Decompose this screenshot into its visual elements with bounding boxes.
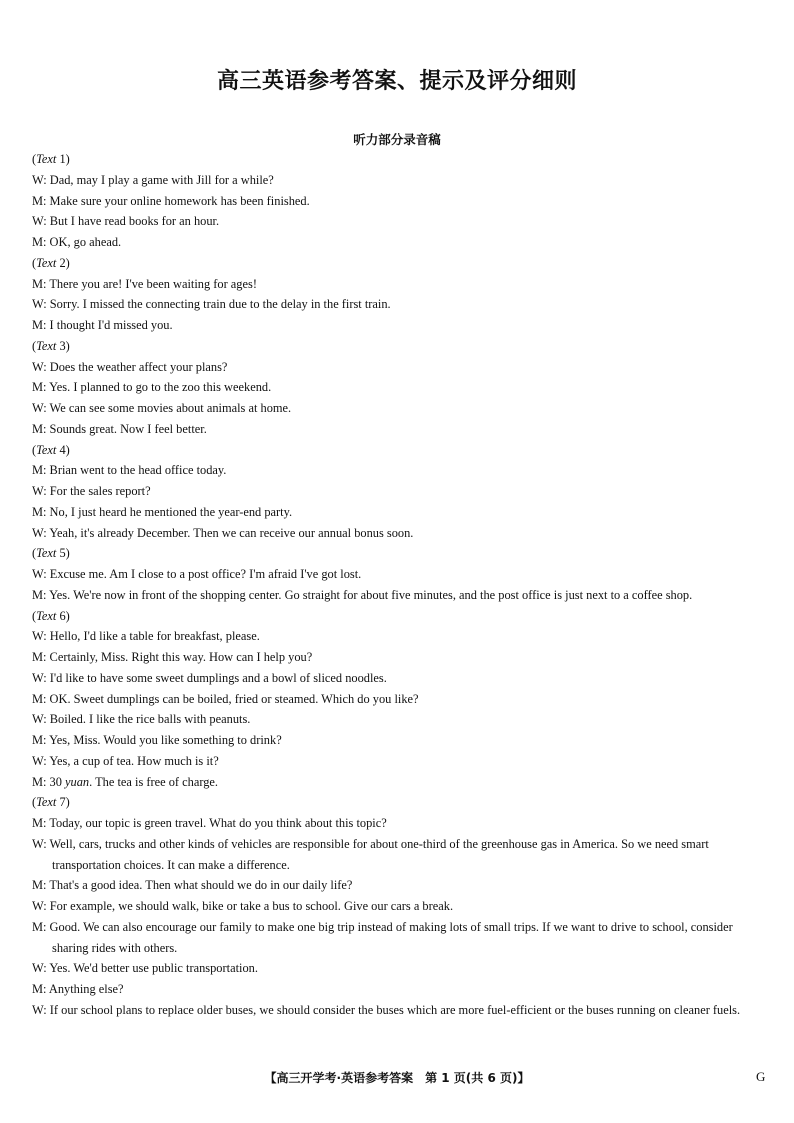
section-label: Text (36, 255, 57, 270)
section-heading: (Text 4) (32, 442, 70, 457)
dialogue-line: W: Yes, a cup of tea. How much is it? (32, 753, 219, 768)
section-heading: (Text 5) (32, 546, 70, 561)
dialogue-line: M: Sounds great. Now I feel better. (32, 421, 207, 436)
section-number: 6 (59, 608, 66, 623)
dialogue-line: M: Yes, Miss. Would you like something to drink? (32, 733, 282, 747)
section-heading: (Text 2) (32, 255, 70, 270)
listening-transcript (32, 149, 768, 1021)
section-heading: (Text 6) (32, 608, 70, 623)
section-heading: (Text 7) (32, 795, 70, 810)
dialogue-line: M: Certainly, Miss. Right this way. How can I help you? (32, 650, 313, 664)
section-heading: (Text 3) (32, 338, 70, 353)
transcript-section (32, 336, 768, 440)
dialogue-line: W: But I have read books for an hour. (32, 214, 220, 229)
section-label: Text (36, 152, 57, 166)
section-label: Text (36, 546, 57, 561)
page-title: 高三英语参考答案、提示及评分细则 (216, 69, 577, 94)
dialogue-line: W: I'd like to have some sweet dumplings and a bowl of sliced noodles. (32, 670, 387, 685)
section-subtitle: 听力部分录音稿 (353, 132, 441, 147)
dialogue-line: M: That's a good idea. Then what should we do in our daily life? (32, 878, 353, 893)
section-label: Text (36, 442, 57, 457)
dialogue-line: W: Does the weather affect your plans? (32, 359, 228, 374)
dialogue-line: M: Yes. We're now in front of the shopping center. Go straight for about five minutes, and the post office is just next to a coffee shop. (32, 587, 693, 602)
dialogue-line: M: There you are! I've been waiting for ages! (32, 276, 257, 291)
dialogue-line: M: Anything else? (32, 982, 124, 996)
dialogue-line: M: OK, go ahead. (32, 235, 122, 249)
transcript-section (32, 149, 768, 253)
dialogue-line: W: Yeah, it's already December. Then we can receive our annual bonus soon. (32, 525, 414, 540)
dialogue-line: W: Dad, may I play a game with Jill for a while? (32, 172, 274, 187)
dialogue-line: M: No, I just heard he mentioned the year-end party. (32, 504, 293, 519)
dialogue-line: W: Yes. We'd better use public transportation. (32, 961, 258, 976)
dialogue-line: M: OK. Sweet dumplings can be boiled, fried or steamed. Which do you like? (32, 691, 419, 706)
page-footer: 【高三开学考·英语参考答案 第 1 页(共 6 页)】 (264, 1071, 530, 1085)
dialogue-line: W: Well, cars, trucks and other kinds of vehicles are responsible for about one-third of the greenhouse gas in America. So we need smart transportation choices. It can make a difference. (32, 836, 709, 872)
dialogue-line: W: We can see some movies about animals at home. (32, 401, 292, 415)
version-code: G (756, 1069, 766, 1084)
transcript-section (32, 792, 768, 1020)
section-heading: (Text 1) (32, 152, 70, 166)
dialogue-line: W: Sorry. I missed the connecting train due to the delay in the first train. (32, 297, 391, 312)
section-number: 3 (59, 338, 66, 353)
dialogue-line: W: Excuse me. Am I close to a post office? I'm afraid I've got lost. (32, 567, 362, 581)
transcript-section (32, 440, 768, 544)
dialogue-line: W: For example, we should walk, bike or take a bus to school. Give our cars a break. (32, 899, 454, 913)
dialogue-line: M: Yes. I planned to go to the zoo this weekend. (32, 380, 272, 395)
section-number: 5 (59, 546, 66, 561)
dialogue-line: M: Make sure your online homework has been finished. (32, 193, 310, 208)
dialogue-line: W: Hello, I'd like a table for breakfast, please. (32, 629, 260, 644)
section-number: 2 (59, 255, 66, 270)
dialogue-line: W: For the sales report? (32, 484, 151, 498)
section-number: 1 (59, 152, 66, 166)
section-label: Text (36, 608, 57, 623)
dialogue-line: M: Good. We can also encourage our family to make one big trip instead of making lots of small trips. If we want to drive to school, consider sharing rides with others. (32, 919, 733, 955)
section-label: Text (36, 795, 57, 810)
dialogue-line: M: Brian went to the head office today. (32, 463, 227, 478)
section-number: 7 (59, 795, 66, 810)
dialogue-line: M: 30 yuan. The tea is free of charge. (32, 774, 219, 789)
section-number: 4 (59, 442, 66, 457)
dialogue-line: M: I thought I'd missed you. (32, 318, 173, 332)
transcript-section (32, 543, 768, 605)
dialogue-line: W: If our school plans to replace older buses, we should consider the buses which are more fuel-efficient or the buses running on cleaner fuels. (32, 1002, 741, 1017)
dialogue-line: W: Boiled. I like the rice balls with peanuts. (32, 712, 251, 727)
transcript-section (32, 606, 768, 793)
dialogue-line: M: Today, our topic is green travel. What do you think about this topic? (32, 816, 387, 830)
transcript-section (32, 253, 768, 336)
section-label: Text (36, 338, 57, 353)
